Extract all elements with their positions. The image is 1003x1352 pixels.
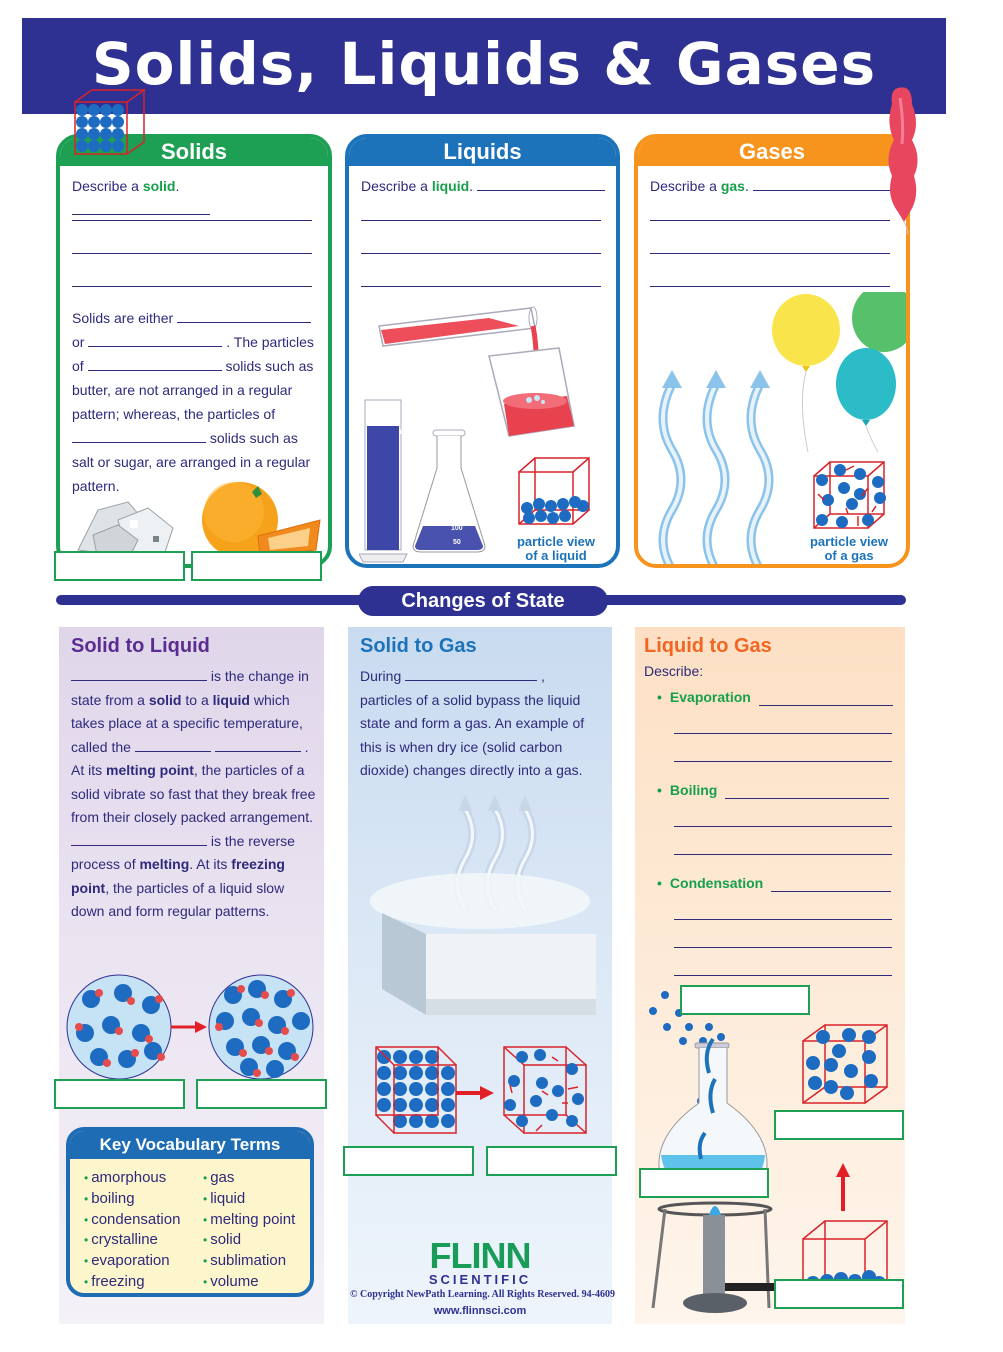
vocab-item: • volume xyxy=(203,1272,259,1290)
answer-line[interactable] xyxy=(725,798,889,799)
keyword: point xyxy=(71,879,106,896)
text: During xyxy=(360,668,402,684)
text: dioxide) changes directly into a gas. xyxy=(360,762,583,778)
answer-blank[interactable] xyxy=(88,357,222,371)
flask-tick-50: 50 xyxy=(453,539,461,546)
caption-line: of a gas xyxy=(824,548,874,563)
gases-heading: Gases xyxy=(638,138,906,166)
evaporation-label-box[interactable] xyxy=(680,985,810,1015)
answer-line[interactable] xyxy=(650,220,890,221)
answer-line[interactable] xyxy=(674,947,892,948)
answer-blank[interactable] xyxy=(88,333,222,347)
tick-label: 30 xyxy=(402,516,409,523)
answer-blank[interactable] xyxy=(71,832,207,846)
text: process of xyxy=(71,856,140,872)
solid-to-gas-section xyxy=(348,627,612,1324)
vocab-item: • crystalline xyxy=(84,1231,158,1249)
answer-line[interactable] xyxy=(650,286,890,287)
gas-state-label-box[interactable] xyxy=(774,1110,904,1140)
website-link[interactable]: www.flinnsci.com xyxy=(433,1305,527,1317)
text: called the xyxy=(71,738,131,755)
sublimation-label-box-2[interactable] xyxy=(486,1146,617,1176)
answer-line[interactable] xyxy=(361,286,601,287)
liquid-to-gas-section xyxy=(635,627,905,1324)
vocab-item: • boiling xyxy=(84,1189,135,1207)
text: . At its xyxy=(189,856,232,872)
item-label: Condensation xyxy=(669,875,764,891)
liquid-particle-cube-icon xyxy=(515,456,595,528)
answer-blank[interactable] xyxy=(177,309,311,323)
text: solid vibrate so fast that they break free xyxy=(71,785,316,802)
answer-line[interactable] xyxy=(759,705,893,706)
vocab-item: • gas xyxy=(203,1169,235,1186)
vocab-item: • liquid xyxy=(203,1189,246,1207)
caption-line: particle view xyxy=(516,534,596,549)
text: Solids are either xyxy=(72,310,174,326)
text: , the particles of a xyxy=(193,762,305,778)
liquid-to-gas-describe: Describe: xyxy=(644,663,704,679)
text: pattern; whereas, the particles of xyxy=(72,406,276,422)
text: , the particles of a liquid slow xyxy=(105,879,285,896)
tick-label: 100 xyxy=(398,430,409,436)
text: , xyxy=(541,668,545,684)
answer-blank[interactable] xyxy=(135,738,211,752)
text: . The particles xyxy=(226,334,314,350)
balloons-illustration xyxy=(768,292,910,452)
page-title: Solids, Liquids & Gases xyxy=(91,30,877,98)
describe-text: Describe a xyxy=(72,178,143,194)
text: particles of a solid bypass the liquid xyxy=(360,691,581,708)
condensation-item: • Condensation xyxy=(657,875,764,891)
red-balloon-illustration xyxy=(880,84,930,234)
solid-to-gas-title: Solid to Gas xyxy=(360,635,477,657)
boiling-item: • Boiling xyxy=(657,782,718,798)
text: butter, are not arranged in a regular xyxy=(72,382,293,398)
copyright-text: © Copyright NewPath Learning. All Rights Reserved. 94-4609 xyxy=(350,1289,615,1300)
sublimation-label-box-1[interactable] xyxy=(343,1146,474,1176)
gas-particle-caption xyxy=(794,535,904,563)
erlenmeyer-flask-illustration xyxy=(409,428,489,558)
keyword: freezing xyxy=(231,856,285,872)
answer-line[interactable] xyxy=(361,220,601,221)
changes-of-state-heading: Changes of State xyxy=(358,586,608,616)
item-label: Boiling xyxy=(669,782,718,798)
liquid-to-gas-title: Liquid to Gas xyxy=(644,635,772,657)
text: state from a xyxy=(71,691,149,708)
describe-text: Describe a xyxy=(361,178,432,194)
answer-blank[interactable] xyxy=(753,177,893,191)
vocab-item: • sublimation xyxy=(203,1252,287,1270)
solid-example-label-box-1[interactable] xyxy=(54,551,185,581)
ice-cubes-illustration xyxy=(68,490,188,560)
solid-to-liquid-text xyxy=(71,665,323,924)
orange-illustration xyxy=(198,480,328,560)
text: is the change in xyxy=(210,668,309,684)
solids-paragraph xyxy=(72,306,328,498)
vocab-item: • freezing xyxy=(84,1272,145,1290)
text: At its xyxy=(71,762,107,778)
answer-line[interactable] xyxy=(674,761,892,762)
vocab-item: • evaporation xyxy=(84,1252,170,1270)
liquid-state-label-box[interactable] xyxy=(774,1279,904,1309)
text: . xyxy=(304,738,309,755)
answer-blank[interactable] xyxy=(72,429,206,443)
keyword: melting point xyxy=(106,762,194,778)
melting-label-box-2[interactable] xyxy=(196,1079,327,1109)
vocabulary-heading: Key Vocabulary Terms xyxy=(70,1131,310,1159)
vocab-item: • amorphous xyxy=(84,1169,167,1186)
answer-blank[interactable] xyxy=(477,177,605,191)
keyword: solid xyxy=(148,691,182,708)
keyword-gas: gas xyxy=(720,178,745,194)
sublimation-particle-cubes-illustration xyxy=(372,1045,602,1135)
solid-to-liquid-title: Solid to Liquid xyxy=(71,635,210,657)
dry-ice-block-illustration xyxy=(370,789,600,1019)
answer-line[interactable] xyxy=(650,253,890,254)
text: to a xyxy=(181,691,213,708)
solids-heading: Solids xyxy=(60,138,328,166)
water-molecules-melting-illustration xyxy=(65,971,315,1085)
solids-panel xyxy=(56,134,332,568)
describe-gas-prompt xyxy=(650,174,900,198)
solid-example-label-box-2[interactable] xyxy=(191,551,322,581)
describe-suffix: . xyxy=(744,178,749,194)
describe-liquid-prompt xyxy=(361,174,611,198)
text: which xyxy=(249,691,290,708)
boiling-label-box[interactable] xyxy=(639,1168,769,1198)
boiling-flask-burner-illustration xyxy=(643,983,783,1317)
vocab-item: • melting point xyxy=(203,1210,296,1228)
vocab-item: • solid xyxy=(203,1231,242,1249)
text: pattern. xyxy=(72,478,120,494)
tick-label: 80 xyxy=(402,454,409,461)
answer-line[interactable] xyxy=(72,286,312,287)
flask-tick-100: 100 xyxy=(451,525,463,532)
text: down and form regular patterns. xyxy=(71,903,270,919)
text: takes place at a specific temperature, xyxy=(71,715,303,731)
answer-line[interactable] xyxy=(674,733,892,734)
keyword-liquid: liquid xyxy=(431,178,470,194)
describe-suffix: . xyxy=(175,178,180,194)
gas-particle-cube-icon xyxy=(801,1023,889,1107)
key-vocabulary-box xyxy=(66,1127,314,1297)
answer-line[interactable] xyxy=(674,919,892,920)
caption-line: particle view xyxy=(809,534,889,549)
solid-to-gas-text xyxy=(360,665,610,783)
answer-line[interactable] xyxy=(771,891,891,892)
text: state and form a gas. An example of xyxy=(360,715,585,731)
vocab-item: • condensation xyxy=(84,1210,181,1228)
answer-blank[interactable] xyxy=(215,738,301,752)
cylinder-scale xyxy=(387,427,409,550)
text: salt or sugar, are arranged in a regular xyxy=(72,454,311,470)
item-label: Evaporation xyxy=(669,689,751,705)
text: is the reverse xyxy=(210,832,295,849)
text: this is when dry ice (solid carbon xyxy=(360,738,563,755)
text: of xyxy=(72,358,84,374)
tick-label: 60 xyxy=(402,479,409,486)
answer-line[interactable] xyxy=(361,253,601,254)
answer-line[interactable] xyxy=(674,854,892,855)
answer-blank[interactable] xyxy=(72,201,210,215)
liquids-panel xyxy=(345,134,620,568)
liquid-particle-caption xyxy=(501,535,611,563)
gases-panel xyxy=(634,134,910,568)
tick-label: 40 xyxy=(402,503,409,510)
title-banner xyxy=(22,18,946,114)
text: solids such as xyxy=(225,358,314,374)
text: from their closely packed arrangement. xyxy=(71,809,313,825)
evaporation-item: • Evaporation xyxy=(657,689,751,705)
tick-label: 70 xyxy=(402,466,409,473)
describe-suffix: . xyxy=(469,178,474,194)
answer-line[interactable] xyxy=(674,975,892,976)
answer-line[interactable] xyxy=(72,253,312,254)
keyword: melting xyxy=(139,856,190,872)
liquids-heading: Liquids xyxy=(349,138,616,166)
keyword-solid: solid xyxy=(142,178,176,194)
answer-blank[interactable] xyxy=(71,667,207,681)
solid-particle-cube-icon xyxy=(72,88,150,160)
answer-line[interactable] xyxy=(72,220,312,221)
text: solids such as xyxy=(209,430,298,446)
vocabulary-column-2 xyxy=(203,1168,314,1293)
melting-label-box-1[interactable] xyxy=(54,1079,185,1109)
describe-solid-prompt xyxy=(72,174,318,222)
flinn-logo-subtitle: SCIENTIFIC xyxy=(428,1272,532,1287)
describe-text: Describe a xyxy=(650,178,721,194)
answer-line[interactable] xyxy=(674,826,892,827)
gas-particle-cube-icon xyxy=(810,460,888,532)
answer-blank[interactable] xyxy=(405,667,537,681)
vocabulary-column-1 xyxy=(84,1168,199,1293)
flinn-logo: FLINN xyxy=(429,1235,531,1276)
text: or xyxy=(72,334,85,350)
tick-label: 50 xyxy=(402,491,409,498)
keyword: liquid xyxy=(212,691,250,708)
caption-line: of a liquid xyxy=(525,548,587,563)
tick-label: 90 xyxy=(402,442,409,449)
tick-label: 10 xyxy=(402,540,409,547)
tick-label: 20 xyxy=(402,528,409,535)
